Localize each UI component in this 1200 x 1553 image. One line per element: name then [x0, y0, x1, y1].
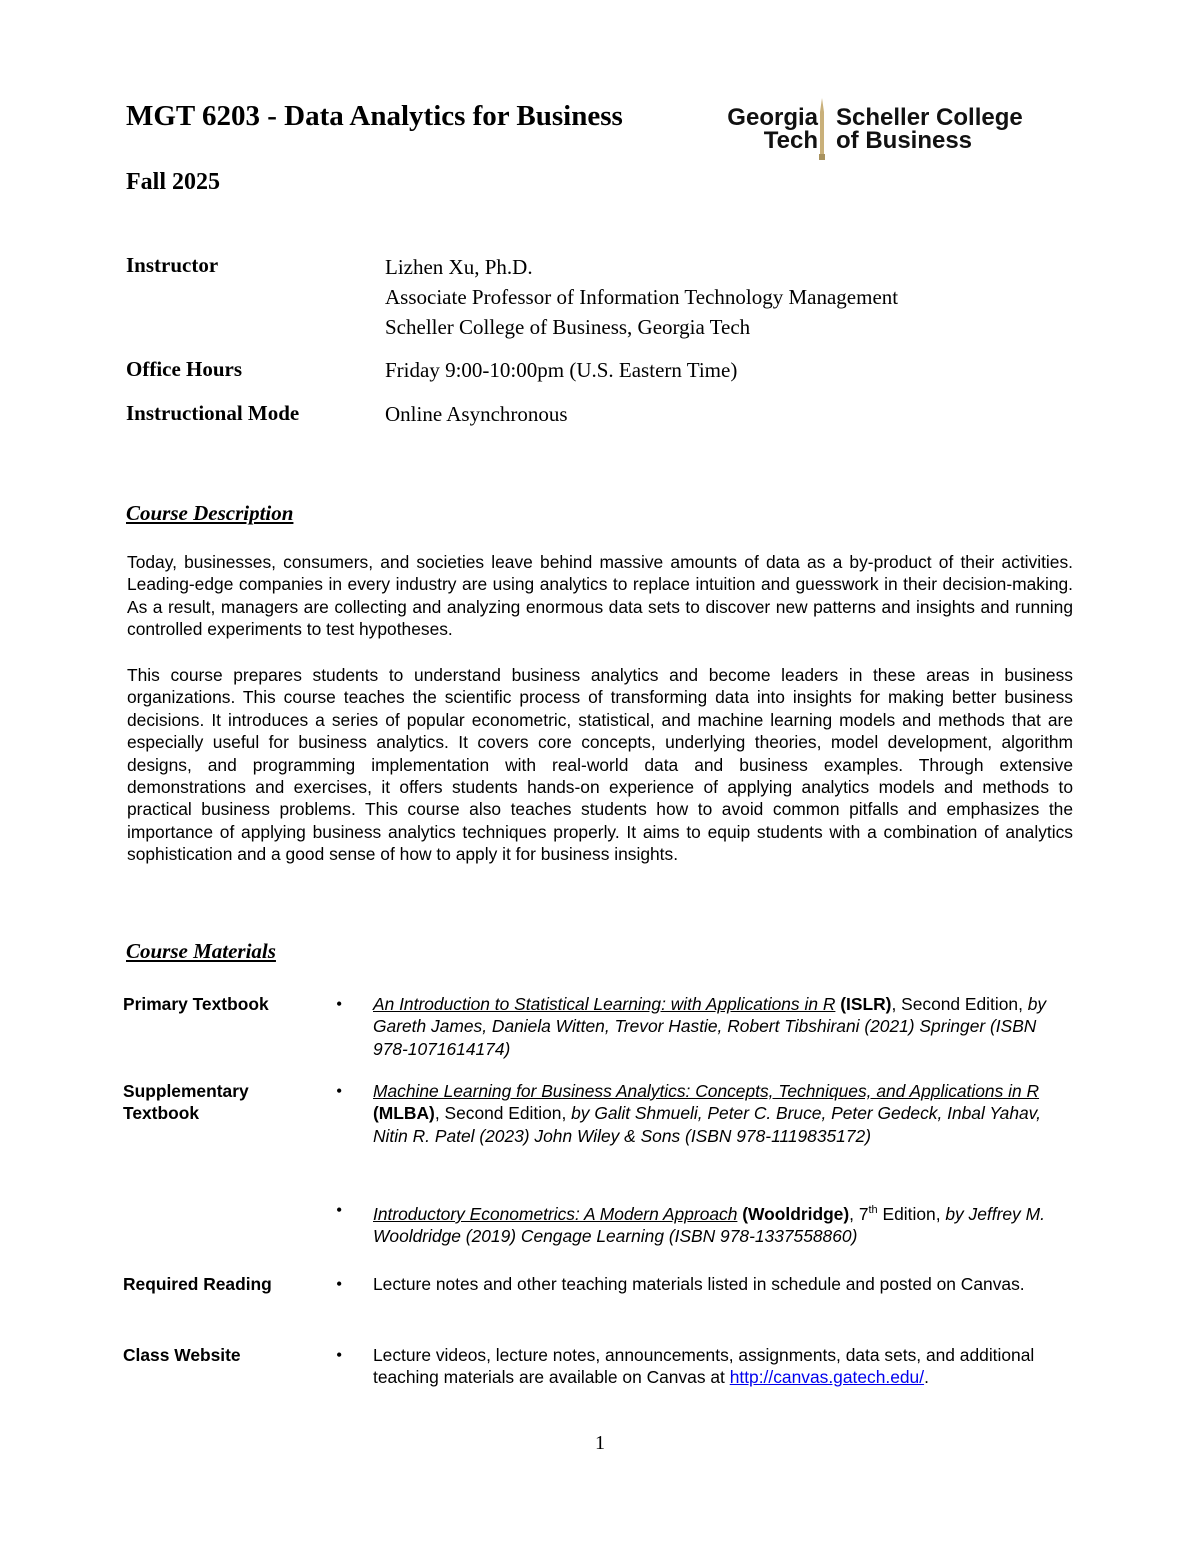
primary-textbook-edition: , Second Edition,	[891, 994, 1028, 1014]
instructor-details	[385, 252, 898, 342]
mlba-abbr: (MLBA)	[373, 1103, 435, 1124]
wooldridge-edition-pre: , 7	[849, 1203, 869, 1224]
logo-text-scheller: Scheller College	[836, 104, 1023, 131]
class-website-entry	[373, 1344, 1073, 1389]
page-title: MGT 6203 - Data Analytics for Business	[126, 100, 623, 132]
instructor-name: Lizhen Xu, Ph.D.	[385, 255, 533, 279]
office-hours-label: Office Hours	[126, 357, 243, 381]
wooldridge-details: by Jeffrey M. Wooldridge (2019) Cengage Learning (ISBN 978-1337558860)	[373, 1203, 1045, 1247]
primary-textbook-label: Primary Textbook	[123, 994, 269, 1014]
bullet: •	[336, 1081, 343, 1101]
page-number: 1	[595, 1432, 605, 1454]
wooldridge-edition-post: Edition,	[877, 1203, 946, 1224]
bullet: •	[336, 1274, 343, 1294]
class-website-text: Lecture videos, lecture notes, announcements, assignments, data sets, and additional teaching materials are available on Canvas at	[373, 1345, 1035, 1388]
primary-textbook-details: by Gareth James, Daniela Witten, Trevor Hastie, Robert Tibshirani (2021) Springer (ISBN 978-1071614174)	[373, 994, 1047, 1059]
primary-textbook-entry	[373, 993, 1073, 1060]
description-paragraph-2: This course prepares students to understand business analytics and become leaders in these areas in business organizations. This course teaches the scientific process of transforming data into insights for making better business decisions. It introduces a series of popular econometric, statistical, and machine learning models and methods that are especially useful for business analytics. It covers core concepts, underlying theories, model development, algorithm designs, and programming implementation with real-world data and business examples. Through extensive demonstrations and exercises, it offers students hands-on experience of applying analytics models and methods to practical business problems. This course also teaches students how to avoid common pitfalls and emphasizes the importance of applying business analytics techniques properly. It aims to equip students with a combination of analytics sophistication and a good sense of how to apply it for business insights.	[127, 665, 1073, 865]
wooldridge-edition-sup: th	[868, 1204, 878, 1216]
gt-scheller-logo	[698, 98, 1068, 160]
office-hours-value: Friday 9:00-10:00pm (U.S. Eastern Time)	[385, 358, 738, 382]
primary-textbook-title: An Introduction to Statistical Learning: with Applications in R	[373, 994, 836, 1014]
instructor-org: Scheller College of Business, Georgia Tech	[385, 315, 751, 339]
wooldridge-title: Introductory Econometrics: A Modern Approach	[373, 1203, 738, 1224]
logo-text-of-business: of Business	[836, 127, 973, 154]
canvas-link[interactable]: http://canvas.gatech.edu/	[729, 1367, 925, 1388]
class-website-label: Class Website	[123, 1345, 241, 1365]
mlba-title: Machine Learning for Business Analytics: Concepts, Techniques, and Applications in R	[373, 1081, 1040, 1101]
description-paragraph-1: Today, businesses, consumers, and societies leave behind massive amounts of data as a by-product of their activities. Leading-edge companies in every industry are using analytics to replace intuition and guesswork in their decision-making. As a result, managers are collecting and analyzing enormous data sets to discover new patterns and insights and running controlled experiments to test hypotheses.	[127, 552, 1073, 640]
logo-text-tech: Tech	[763, 127, 818, 154]
class-website-end: .	[924, 1367, 929, 1388]
bullet: •	[336, 994, 343, 1014]
primary-textbook-abbr: (ISLR)	[840, 994, 892, 1014]
course-materials-heading: Course Materials	[126, 939, 276, 963]
tower-icon	[818, 98, 826, 160]
course-description-heading: Course Description	[126, 501, 294, 525]
mode-label: Instructional Mode	[126, 401, 300, 425]
logo-georgia-tech	[698, 106, 818, 152]
logo-text-georgia: Georgia	[727, 104, 818, 131]
mlba-edition: , Second Edition,	[434, 1103, 572, 1124]
wooldridge-abbr: (Wooldridge)	[742, 1203, 850, 1224]
bullet: •	[336, 1345, 343, 1365]
term: Fall 2025	[126, 169, 220, 195]
required-reading-label: Required Reading	[123, 1274, 272, 1294]
supplementary-textbook-label: Supplementary Textbook	[123, 1081, 249, 1124]
instructor-title: Associate Professor of Information Technology Management	[385, 285, 899, 309]
instructor-label: Instructor	[126, 253, 219, 277]
mode-value: Online Asynchronous	[385, 402, 568, 426]
bullet: •	[336, 1200, 343, 1220]
supplementary-textbook-entry-2	[373, 1199, 1073, 1248]
mlba-details: by Galit Shmueli, Peter C. Bruce, Peter Gedeck, Inbal Yahav, Nitin R. Patel (2023) John Wiley & Sons (ISBN 978-1119835172)	[373, 1103, 1041, 1146]
supplementary-textbook-entry-1	[373, 1080, 1073, 1147]
required-reading-text: Lecture notes and other teaching materials listed in schedule and posted on Canvas.	[373, 1274, 1025, 1294]
logo-scheller	[836, 106, 1076, 152]
